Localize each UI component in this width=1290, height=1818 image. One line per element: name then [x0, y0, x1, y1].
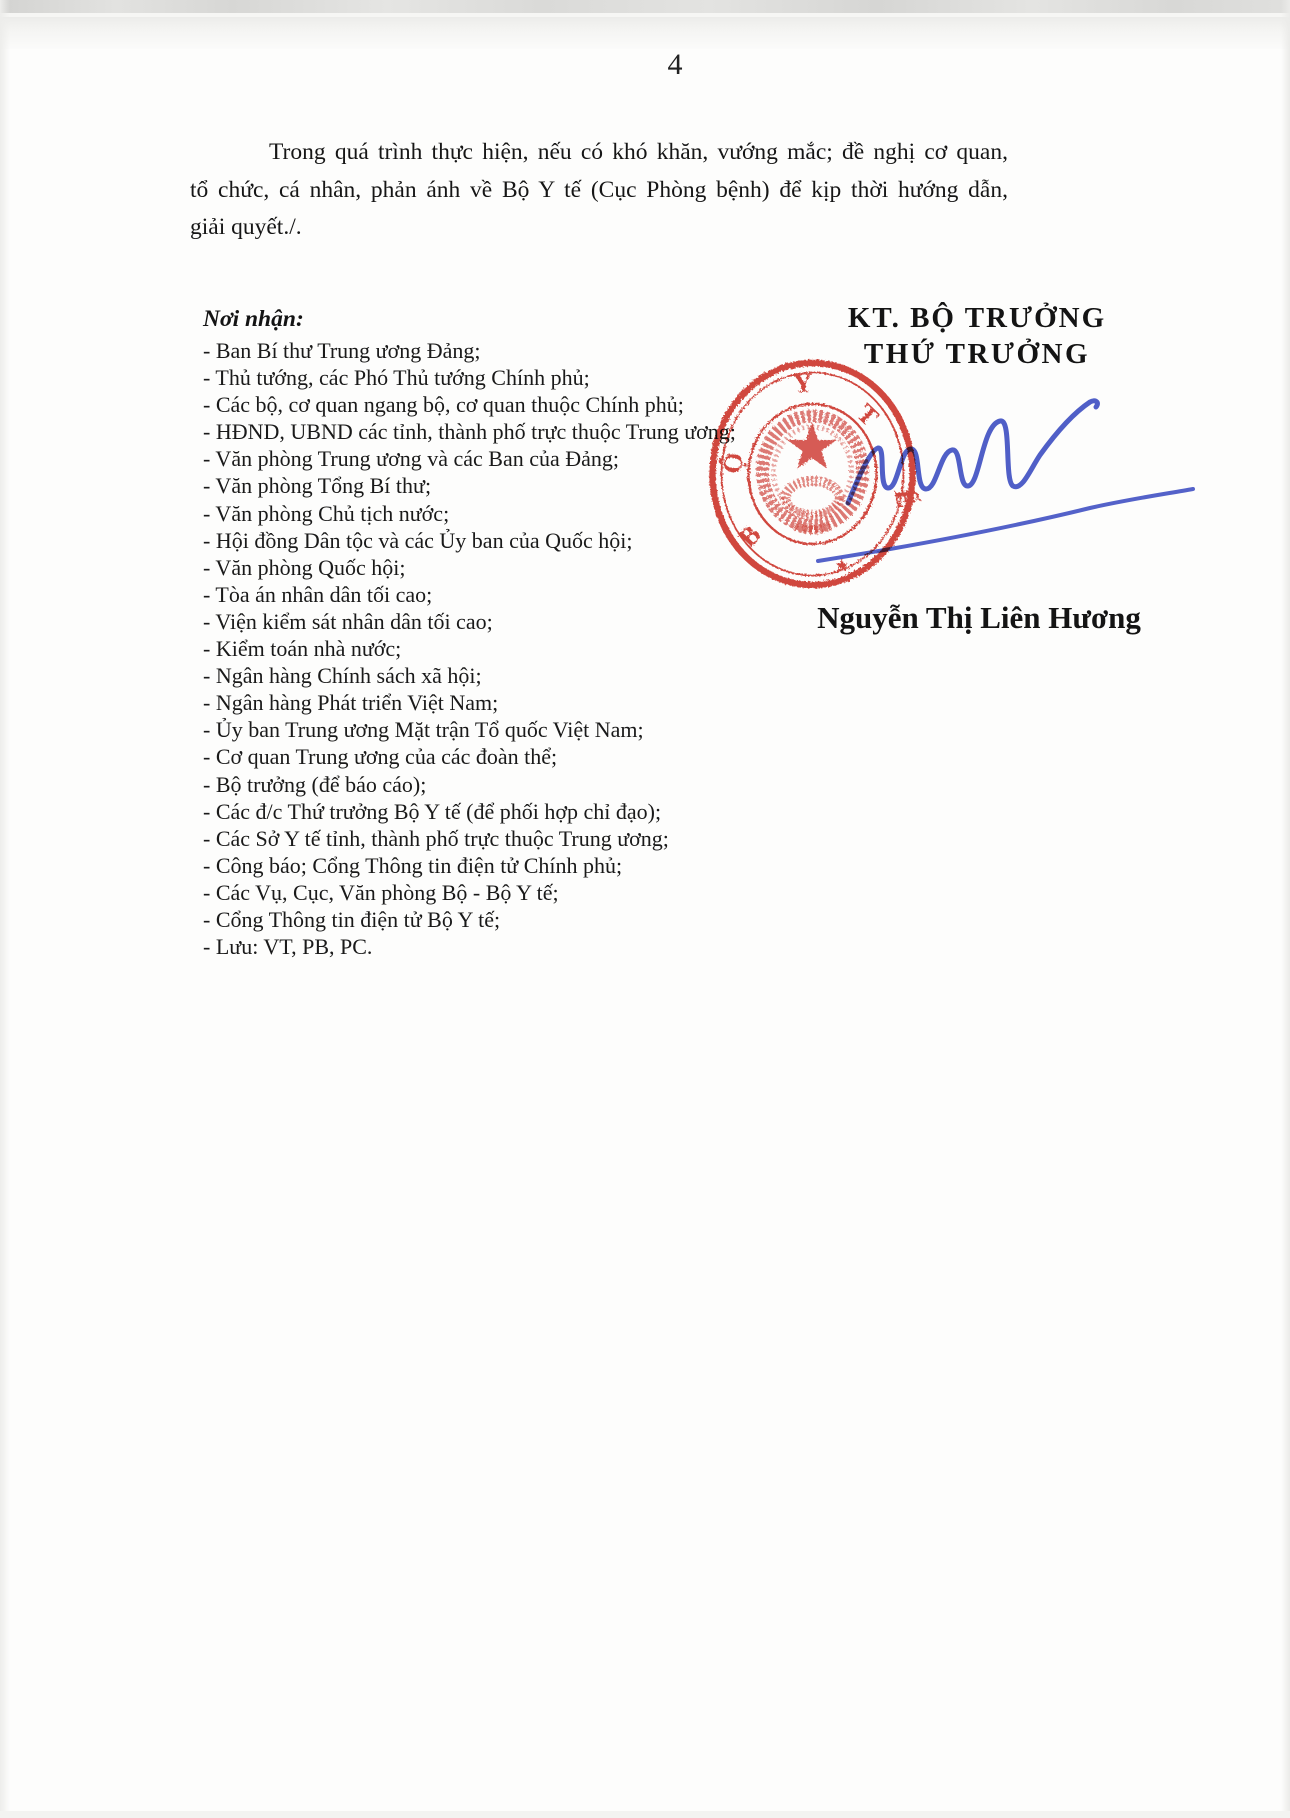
paragraph-line: giải quyết./. — [190, 214, 302, 241]
paragraph-line: Trong quá trình thực hiện, nếu có khó khăn, vướng mắc; đề nghị cơ quan, — [269, 139, 1008, 165]
scan-edge-bottom — [0, 1811, 1290, 1818]
list-item: - Cơ quan Trung ương của các đoàn thể; — [203, 744, 558, 770]
seal-letter-o: Ộ — [716, 450, 750, 476]
paragraph-line: tổ chức, cá nhân, phản ánh về Bộ Y tế (Cục Phòng bệnh) để kịp thời hướng dẫn, — [190, 176, 1008, 203]
list-item: - Văn phòng Trung ương và các Ban của Đảng; — [203, 446, 620, 472]
list-item: - Ủy ban Trung ương Mặt trận Tổ quốc Việt Nam; — [203, 717, 644, 743]
list-item: - Lưu: VT, PB, PC. — [203, 934, 373, 960]
signature-scribble — [780, 385, 1220, 575]
seal-letter-t: T — [851, 397, 885, 433]
list-item: - Các bộ, cơ quan ngang bộ, cơ quan thuộc Chính phủ; — [203, 392, 684, 418]
list-item: - Bộ trưởng (để báo cáo); — [203, 771, 427, 797]
seal-bottom-star: ★ — [835, 559, 849, 574]
authority-title-line1: KT. BỘ TRƯỞNG — [847, 302, 1107, 334]
list-item: - HĐND, UBND các tỉnh, thành phố trực thuộc Trung ương; — [203, 419, 736, 445]
page-number: 4 — [667, 48, 683, 81]
scan-edge-top-fade — [0, 17, 1290, 49]
list-item: - Văn phòng Tổng Bí thư; — [203, 473, 432, 499]
list-item: - Hội đồng Dân tộc và các Ủy ban của Quốc hội; — [203, 527, 633, 553]
list-item: - Ban Bí thư Trung ương Đảng; — [203, 338, 481, 363]
list-item: - Các đ/c Thứ trưởng Bộ Y tế (để phối hợp chỉ đạo); — [203, 798, 662, 824]
scan-edge-left — [0, 0, 10, 1818]
list-item: - Thủ tướng, các Phó Thủ tướng Chính phủ; — [203, 365, 590, 391]
signer-name: Nguyễn Thị Liên Hương — [817, 600, 1141, 635]
list-item: - Tòa án nhân dân tối cao; — [203, 581, 433, 607]
seal-letter-b: B — [732, 519, 767, 553]
signature-underline — [818, 489, 1193, 561]
list-item: - Ngân hàng Phát triển Việt Nam; — [203, 690, 499, 716]
list-item: - Văn phòng Chủ tịch nước; — [203, 500, 450, 526]
signature-strokes — [848, 401, 1097, 503]
seal-letter-y: Y — [792, 367, 814, 399]
list-item: - Văn phòng Quốc hội; — [203, 554, 406, 580]
recipients-block — [203, 304, 736, 960]
seal-letter-e: Ế — [888, 486, 922, 510]
recipients-label: Nơi nhận: — [203, 306, 304, 332]
scan-edge-right — [1281, 0, 1290, 1818]
list-item: - Ngân hàng Chính sách xã hội; — [203, 663, 482, 689]
list-item: - Cổng Thông tin điện tử Bộ Y tế; — [203, 906, 501, 932]
body-paragraph — [190, 134, 1008, 247]
list-item: - Các Sở Y tế tỉnh, thành phố trực thuộc Trung ương; — [203, 825, 669, 851]
list-item: - Viện kiểm sát nhân dân tối cao; — [203, 608, 493, 634]
list-item: - Công báo; Cổng Thông tin điện tử Chính phủ; — [203, 852, 623, 878]
recipient-list — [203, 337, 736, 960]
list-item: - Kiểm toán nhà nước; — [203, 636, 402, 662]
authority-title-line2: THỨ TRƯỞNG — [863, 338, 1091, 370]
scan-edge-top-band — [0, 0, 1290, 13]
list-item: - Các Vụ, Cục, Văn phòng Bộ - Bộ Y tế; — [203, 879, 559, 905]
